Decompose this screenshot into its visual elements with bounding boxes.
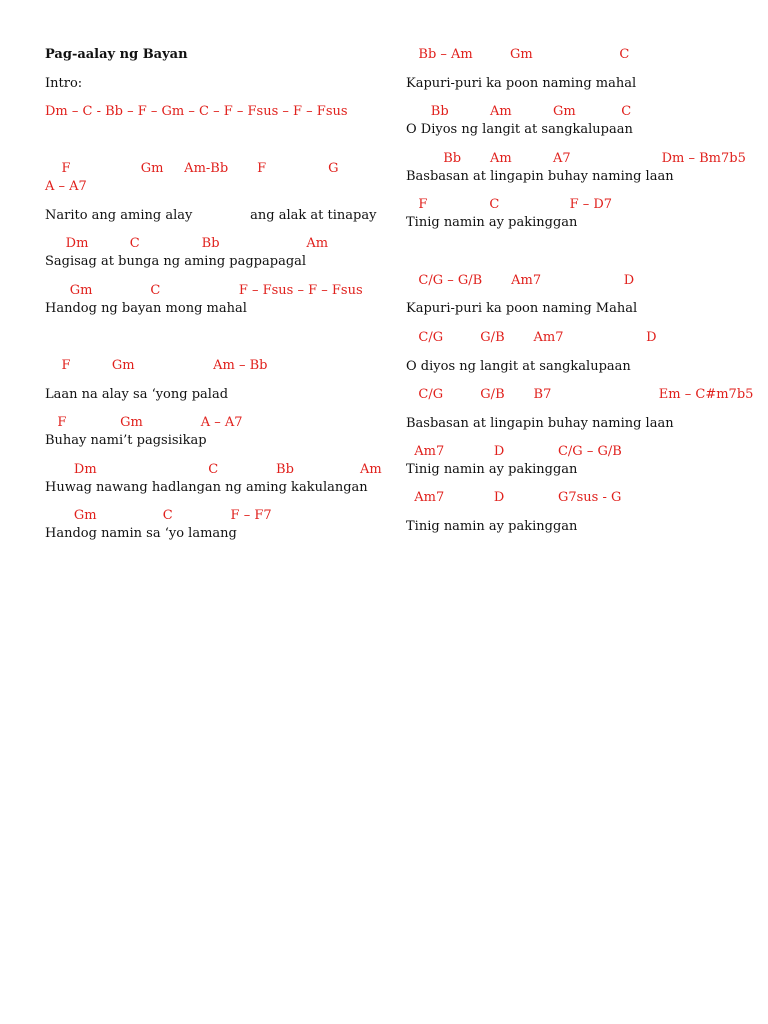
lyric-line: Kapuri-puri ka poon naming Mahal — [406, 301, 638, 316]
lyric-line: Basbasan at lingapin buhay naming laan — [406, 416, 674, 431]
chord-line: Bb – Am Gm C — [406, 47, 630, 62]
lyric-line: Tinig namin ay pakinggan — [406, 215, 578, 230]
chord-line: C/G – G/B Am7 D — [406, 273, 635, 288]
lyric-line: Tinig namin ay pakinggan — [406, 519, 578, 534]
chord-line: Gm C F – F7 — [45, 508, 272, 523]
lyric-line: Huwag nawang hadlangan ng aming kakulangan — [45, 480, 368, 495]
lyric-line: Handog ng bayan mong mahal — [45, 301, 247, 316]
lyric-line: Laan na alay sa ‘yong palad — [45, 387, 229, 402]
chord-line: Dm C Bb Am — [45, 236, 329, 251]
lyric-line: Tinig namin ay pakinggan — [406, 462, 578, 477]
chord-line: Am7 D G7sus - G — [406, 490, 622, 505]
chord-line: C/G G/B Am7 D — [406, 330, 657, 345]
lyric-line: Kapuri-puri ka poon naming mahal — [406, 76, 637, 91]
chord-line: F C F – D7 — [406, 197, 613, 212]
chord-line: C/G G/B B7 Em – C#m7b5 — [406, 387, 754, 402]
lyric-line: O Diyos ng langit at sangkalupaan — [406, 122, 633, 137]
lyric-line: O diyos ng langit at sangkalupaan — [406, 359, 631, 374]
chord-line: F Gm A – A7 — [45, 415, 243, 430]
chord-line: Dm C Bb Am — [45, 462, 382, 477]
chord-line: F Gm Am-Bb F G A – A7 — [45, 161, 380, 194]
chord-line: Gm C F – Fsus – F – Fsus — [45, 283, 363, 298]
lyric-line: Handog namin sa ‘yo lamang — [45, 526, 237, 541]
chord-line: Bb Am Gm C — [406, 104, 632, 119]
song-title: Pag-aalay ng Bayan — [45, 47, 188, 62]
lyric-line: Sagisag at bunga ng aming pagpapagal — [45, 254, 307, 269]
intro-label: Intro: — [45, 76, 83, 91]
chord-line: Bb Am A7 Dm – Bm7b5 — [406, 151, 746, 166]
lyric-line: Narito ang aming alay ang alak at tinapay — [45, 208, 377, 223]
chord-line: F Gm Am – Bb — [45, 358, 268, 373]
lyric-line: Buhay nami’t pagsisikap — [45, 433, 207, 448]
intro-chords: Dm – C - Bb – F – Gm – C – F – Fsus – F – Fsus — [45, 104, 348, 119]
lyric-line: Basbasan at lingapin buhay naming laan — [406, 169, 674, 184]
chord-line: Am7 D C/G – G/B — [406, 444, 622, 459]
